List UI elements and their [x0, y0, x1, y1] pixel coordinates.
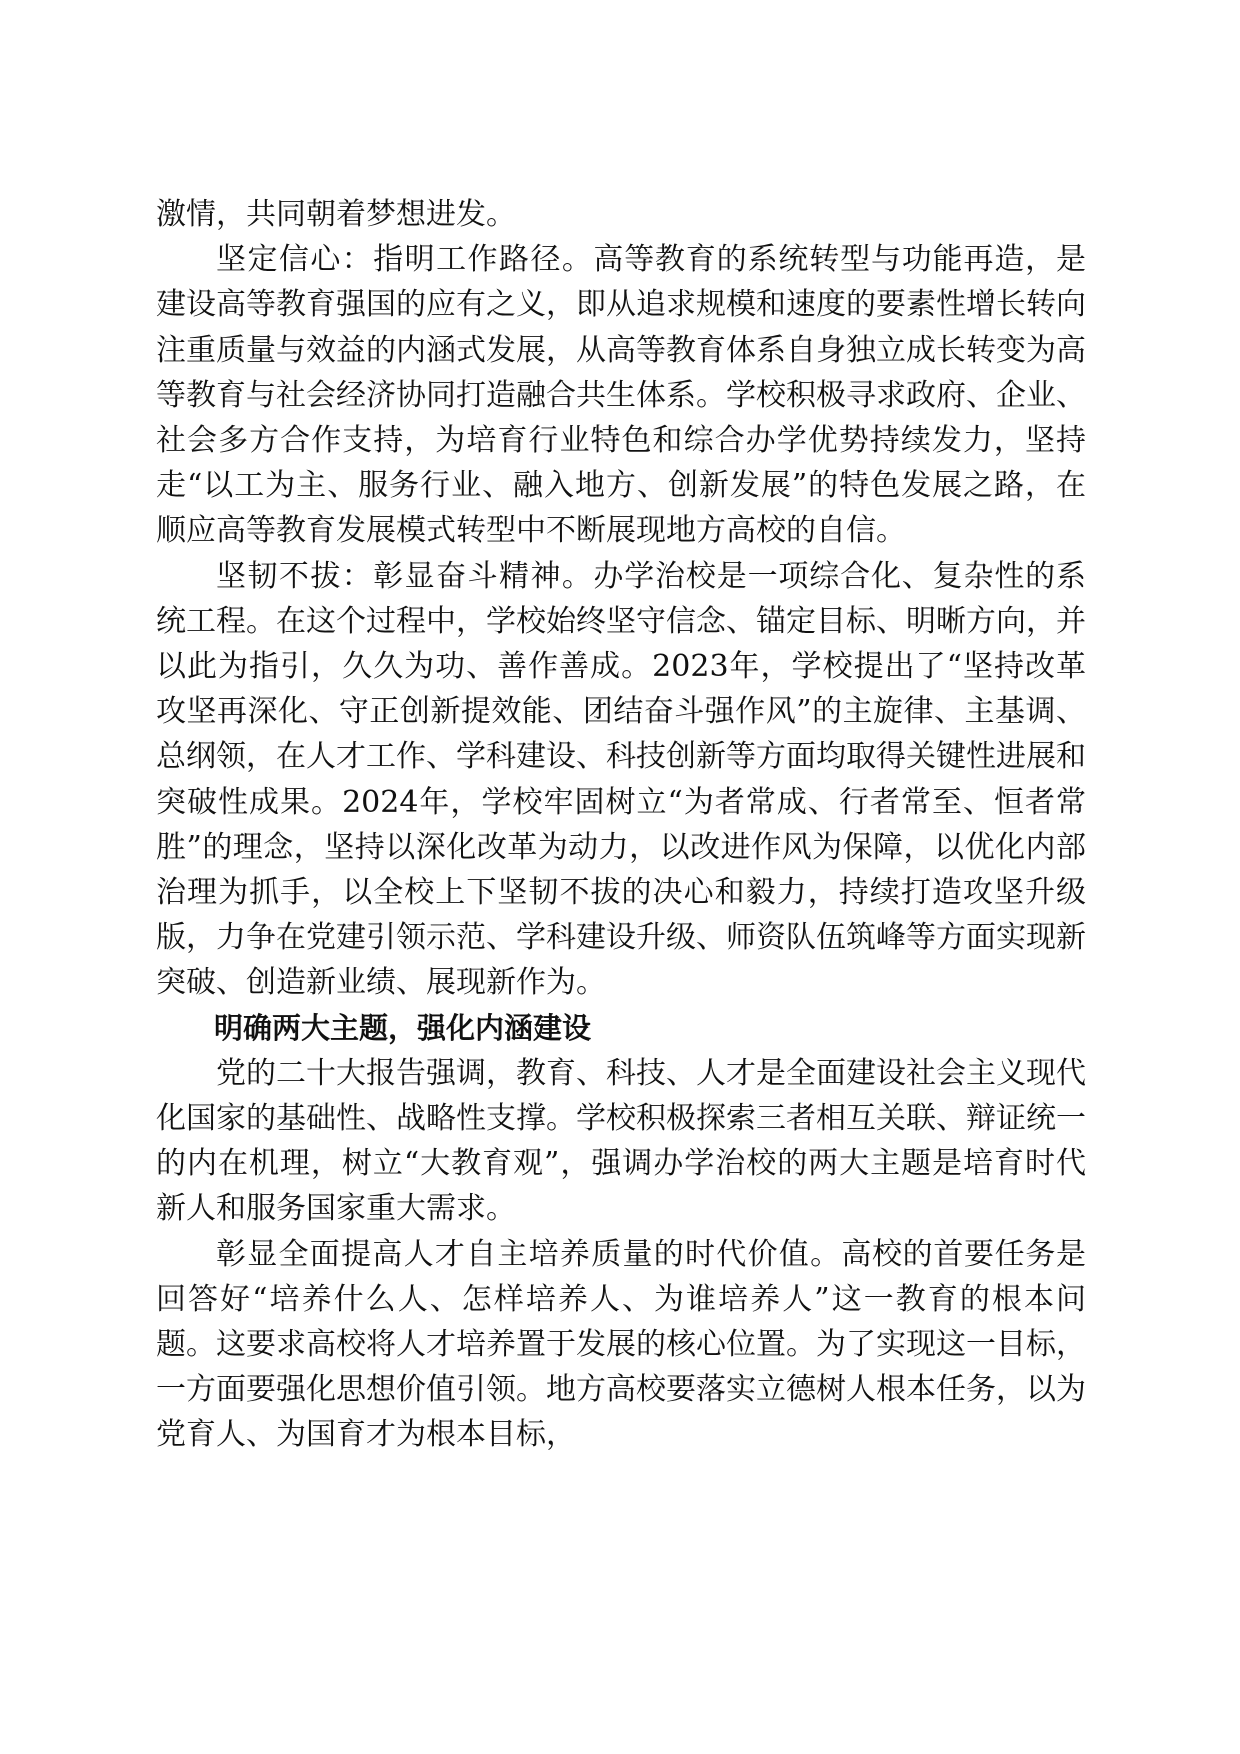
paragraph-text: 办学治校是一项综合化、复杂性的系统工程。在这个过程中，学校始终坚守信念、锚定目标、明晰方向，并以此为指引，久久为功、善作善成。2023年，学校提出了“坚持改革攻坚再深化、守正创新提效能、团结奋斗强作风”的主旋律、主基调、总纲领，在人才工作、学科建设、科技创新等方面均取得关键性进展和突破性成果。2024年，学校牢固树立“为者常成、行者常至、恒者常胜”的理念，坚持以深化改革为动力，以改进作风为保障，以优化内部治理为抓手，以全校上下坚韧不拔的决心和毅力，持续打造攻坚升级版，力争在党建引领示范、学科建设升级、师资队伍筑峰等方面实现新突破、创造新业绩、展现新作为。 — [156, 558, 1087, 1001]
document-page — [156, 192, 1086, 1458]
paragraph-lead-phrase: 坚定信心：指明工作路径。 — [216, 242, 594, 278]
paragraph-continuation — [156, 192, 1086, 237]
paragraph-talent-cultivation — [156, 1232, 1086, 1458]
paragraph-twentieth-congress — [156, 1051, 1086, 1232]
paragraph-text: 党的二十大报告强调，教育、科技、人才是全面建设社会主义现代化国家的基础性、战略性支撑。学校积极探索三者相互关联、辩证统一的内在机理，树立“大教育观”，强调办学治校的两大主题是培育时代新人和服务国家重大需求。 — [156, 1055, 1086, 1227]
paragraph-perseverance — [156, 554, 1086, 1006]
paragraph-text: 高等教育的系统转型与功能再造，是建设高等教育强国的应有之义，即从追求规模和速度的要素性增长转向注重质量与效益的内涵式发展，从高等教育体系自身独立成长转变为高等教育与社会经济协同打造融合共生体系。学校积极寻求政府、企业、社会多方合作支持，为培育行业特色和综合办学优势持续发力，坚持走“以工为主、服务行业、融入地方、创新发展”的特色发展之路，在顺应高等教育发展模式转型中不断展现地方高校的自信。 — [156, 242, 1087, 549]
section-heading: 明确两大主题，强化内涵建设 — [214, 1010, 592, 1045]
paragraph-lead-phrase: 彰显全面提高人才自主培养质量的时代价值。 — [216, 1236, 842, 1272]
paragraph-text: 激情，共同朝着梦想进发。 — [156, 197, 516, 232]
paragraph-firm-confidence — [156, 237, 1086, 553]
paragraph-text: 高校的首要任务是回答好“培养什么人、怎样培养人、为谁培养人”这一教育的根本问题。这要求高校将人才培养置于发展的核心位置。为了实现这一目标，一方面要强化思想价值引领。地方高校要落实立德树人根本任务，以为党育人、为国育才为根本目标， — [156, 1236, 1087, 1453]
paragraph-lead-phrase: 坚韧不拔：彰显奋斗精神。 — [216, 558, 594, 594]
